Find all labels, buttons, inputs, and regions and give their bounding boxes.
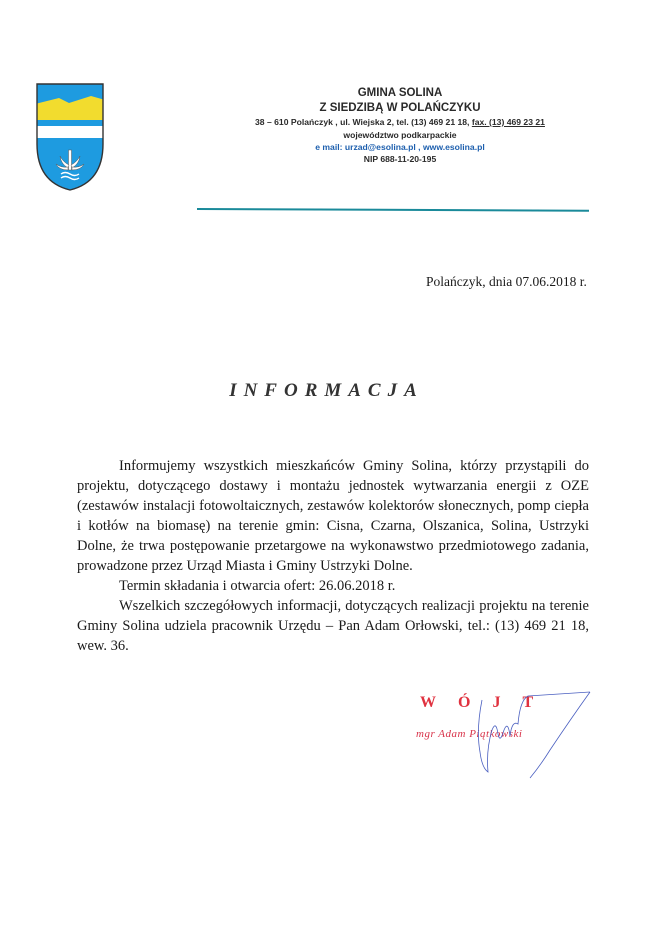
address-text: 38 – 610 Polańczyk , ul. Wiejska 2, tel. (13) 469 21 18, [255,117,472,127]
signatory-title-stamp: WÓJT [420,694,556,711]
contact-links[interactable]: e mail: urzad@esolina.pl , www.esolina.pl [315,142,485,152]
crest-white-stripe [35,126,105,138]
place-and-date: Polańczyk, dnia 07.06.2018 r. [426,274,587,289]
body-paragraph: Termin składania i otwarcia ofert: 26.06.2018 r. [119,578,396,594]
signatory-name-stamp: mgr Adam Piątkowski [416,728,523,740]
municipality-name: GMINA SOLINA [357,87,443,99]
handwritten-signature [400,690,600,780]
fax-number: fax. (13) 469 23 21 [471,117,545,127]
body-paragraph: Wszelkich szczegółowych informacji, dotyczących realizacji projektu na terenie Gminy Solina udziela pracownik Urzędu – Pan Adam Orłowski, tel.: (13) 469 21 18, wew. 36. [77,598,589,654]
body-paragraph: Informujemy wszystkich mieszkańców Gminy Solina, którzy przystąpili do projektu, dotyczącego dostawy i montażu jednostek wytwarzania energii z OZE (zestawów instalacji fotowoltaicznych, zestawów kolektorów słonecznych, pomp ciepła i kotłów na biomasę) na terenie gmin: Cisna, Czarna, Olszanica, Solina, Ustrzyki Dolne, że trwa postępowanie przetargowe na wykonawstwo przedmiotowego zadania, prowadzone przez Urząd Miasta i Gminy Ustrzyki Dolne. [77,458,589,574]
letterhead-divider [197,208,589,212]
document-body [77,456,589,656]
municipality-region: województwo podkarpackie [343,130,457,140]
signature-block [400,690,600,780]
gmina-crest-emblem [35,82,105,192]
document-title: INFORMACJA [229,380,424,401]
letterhead [200,86,600,165]
municipality-address [200,116,600,129]
nip-number: NIP 688-11-20-195 [363,154,437,164]
municipality-seat: Z SIEDZIBĄ W POLAŃCZYKU [319,102,481,114]
